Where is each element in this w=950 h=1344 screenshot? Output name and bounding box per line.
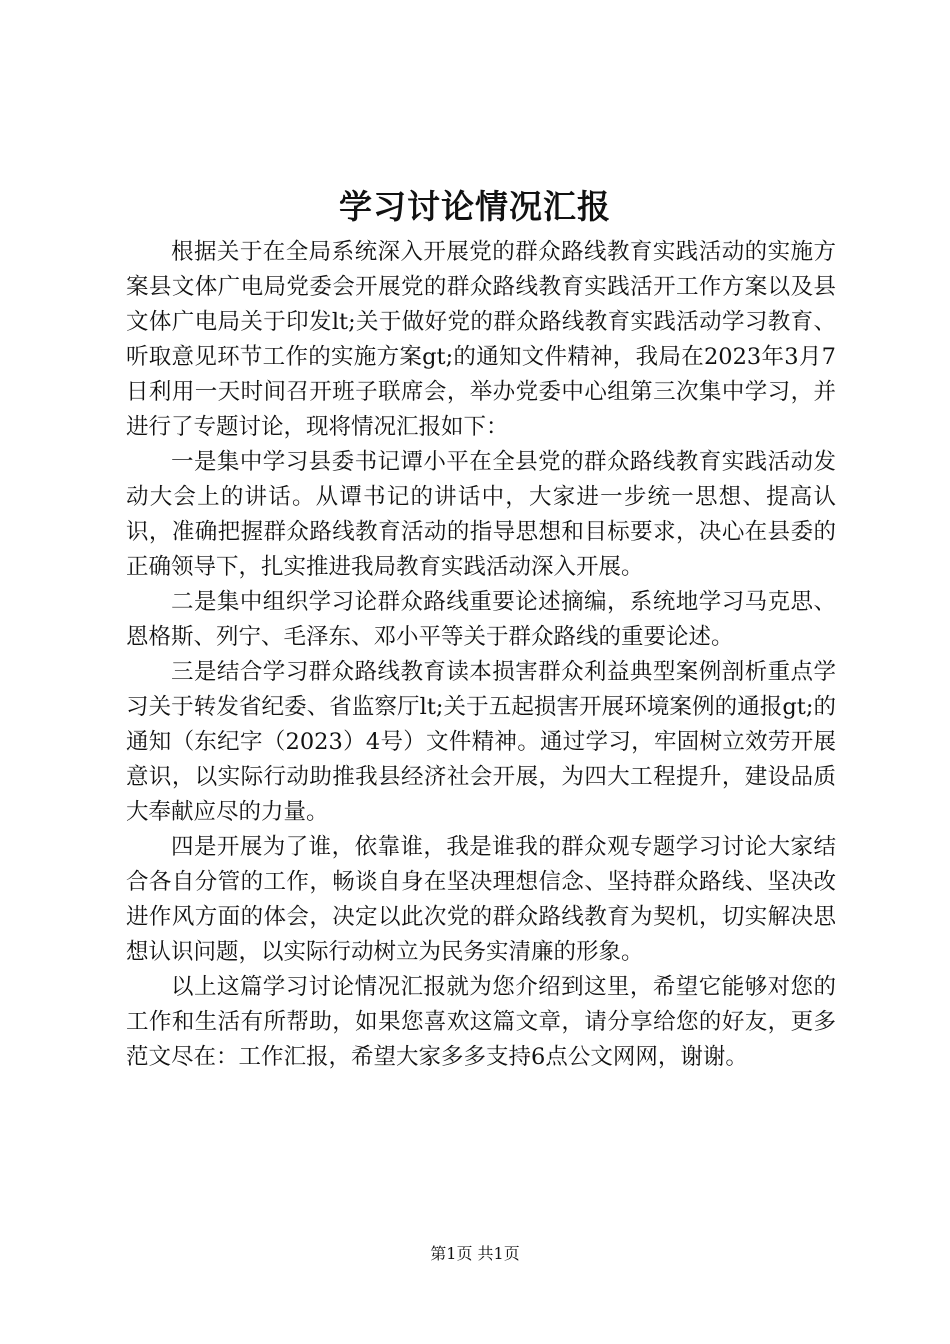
paragraph-item-four: 四是开展为了谁，依靠谁，我是谁我的群众观专题学习讨论大家结合各自分管的工作，畅谈自身在坚决理想信念、坚持群众路线、坚决改进作风方面的体会，决定以此次党的群众路线教育为契机，切实解决思想认识问题，以实际行动树立为民务实清廉的形象。 — [126, 834, 836, 965]
paragraph-item-one: 一是集中学习县委书记谭小平在全县党的群众路线教育实践活动发动大会上的讲话。从谭书记的讲话中，大家进一步统一思想、提高认识，准确把握群众路线教育活动的指导思想和目标要求，决心在县委的正确领导下，扎实推进我局教育实践活动深入开展。 — [126, 449, 836, 580]
document-title: 学习讨论情况汇报 — [339, 187, 611, 226]
paragraph-item-three: 三是结合学习群众路线教育读本损害群众利益典型案例剖析重点学习关于转发省纪委、省监察厅lt;关于五起损害开展环境案例的通报gt;的通知（东纪字（2023）4号）文件精神。通过学习，牢固树立效劳开展意识，以实际行动助推我县经济社会开展，为四大工程提升，建设品质大奉献应尽的力量。 — [126, 659, 836, 825]
page-footer: 第1页 共1页 — [430, 1244, 520, 1263]
paragraph-item-two: 二是集中组织学习论群众路线重要论述摘编，系统地学习马克思、恩格斯、列宁、毛泽东、邓小平等关于群众路线的重要论述。 — [126, 589, 836, 650]
paragraph-closing: 以上这篇学习讨论情况汇报就为您介绍到这里，希望它能够对您的工作和生活有所帮助，如果您喜欢这篇文章，请分享给您的好友，更多范文尽在：工作汇报，希望大家多多支持6点公文网网，谢谢。 — [126, 974, 836, 1070]
document-body — [126, 235, 836, 1075]
paragraph-intro: 根据关于在全局系统深入开展党的群众路线教育实践活动的实施方案县文体广电局党委会开展党的群众路线教育实践活开工作方案以及县文体广电局关于印发lt;关于做好党的群众路线教育实践活动学习教育、听取意见环节工作的实施方案gt;的通知文件精神，我局在2023年3月7日利用一天时间召开班子联席会，举办党委中心组第三次集中学习，并进行了专题讨论，现将情况汇报如下： — [126, 239, 836, 440]
